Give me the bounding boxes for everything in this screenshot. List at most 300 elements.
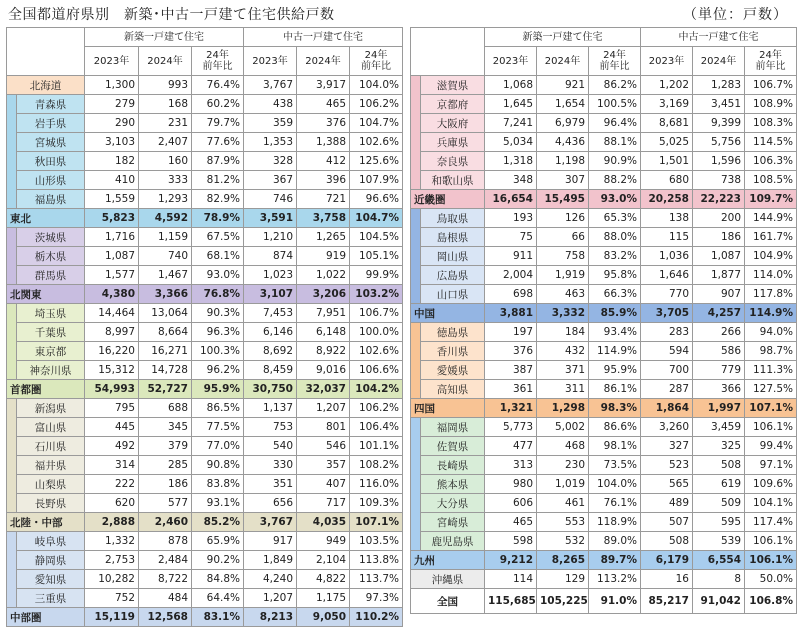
value-cell: 108.3%	[745, 114, 797, 133]
value-cell: 90.8%	[192, 456, 244, 475]
value-cell: 376	[485, 342, 537, 361]
value-cell: 106.1%	[745, 532, 797, 551]
prefecture-name: 神奈川県	[17, 361, 85, 380]
region-color-bar	[7, 361, 17, 380]
region-color-bar	[7, 437, 17, 456]
value-cell: 1,318	[485, 152, 537, 171]
value-cell: 717	[297, 494, 350, 513]
region-subtotal-row	[411, 551, 797, 570]
region-color-bar	[411, 456, 421, 475]
value-cell: 8,681	[641, 114, 693, 133]
value-cell: 1,997	[693, 399, 745, 418]
value-cell: 9,050	[297, 608, 350, 627]
value-cell: 688	[139, 399, 192, 418]
region-name: 全国	[411, 589, 485, 614]
value-cell: 1,283	[693, 76, 745, 95]
prefecture-name: 福島県	[17, 190, 85, 209]
value-cell: 113.7%	[350, 570, 403, 589]
region-color-bar	[411, 380, 421, 399]
value-cell: 779	[693, 361, 745, 380]
value-cell: 117.4%	[745, 513, 797, 532]
value-cell: 980	[485, 475, 537, 494]
value-cell: 114.9%	[589, 342, 641, 361]
header-group-used: 中古一戸建て住宅	[244, 28, 403, 47]
region-color-bar	[411, 532, 421, 551]
value-cell: 5,025	[641, 133, 693, 152]
table-row	[411, 513, 797, 532]
value-cell: 115	[641, 228, 693, 247]
value-cell: 10,282	[85, 570, 139, 589]
value-cell: 100.3%	[192, 342, 244, 361]
value-cell: 919	[297, 247, 350, 266]
value-cell: 327	[641, 437, 693, 456]
region-color-bar	[7, 418, 17, 437]
value-cell: 993	[139, 76, 192, 95]
value-cell: 106.2%	[350, 399, 403, 418]
table-row	[411, 285, 797, 304]
value-cell: 104.5%	[350, 228, 403, 247]
value-cell: 1,022	[297, 266, 350, 285]
prefecture-name: 群馬県	[17, 266, 85, 285]
prefecture-name: 三重県	[17, 589, 85, 608]
prefecture-name: 石川県	[17, 437, 85, 456]
prefecture-name: 徳島県	[421, 323, 485, 342]
table-row	[7, 399, 403, 418]
value-cell: 949	[297, 532, 350, 551]
value-cell: 2,004	[485, 266, 537, 285]
value-cell: 138	[641, 209, 693, 228]
region-subtotal-row	[411, 589, 797, 614]
table-row	[7, 76, 403, 95]
region-color-bar	[411, 152, 421, 171]
value-cell: 279	[85, 95, 139, 114]
region-name: 近畿圏	[411, 190, 485, 209]
value-cell: 577	[139, 494, 192, 513]
value-cell: 129	[537, 570, 589, 589]
value-cell: 114	[485, 570, 537, 589]
region-subtotal-row	[7, 513, 403, 532]
value-cell: 721	[297, 190, 350, 209]
value-cell: 2,484	[139, 551, 192, 570]
value-cell: 90.3%	[192, 304, 244, 323]
value-cell: 86.2%	[589, 76, 641, 95]
value-cell: 65.9%	[192, 532, 244, 551]
value-cell: 97.3%	[350, 589, 403, 608]
value-cell: 91.0%	[589, 589, 641, 614]
header-ratio: 24年 前年比	[350, 47, 403, 76]
value-cell: 313	[485, 456, 537, 475]
value-cell: 376	[297, 114, 350, 133]
table-row	[411, 570, 797, 589]
region-color-bar	[7, 304, 17, 323]
value-cell: 85,217	[641, 589, 693, 614]
region-subtotal-row	[7, 285, 403, 304]
value-cell: 1,300	[85, 76, 139, 95]
value-cell: 7,241	[485, 114, 537, 133]
value-cell: 546	[297, 437, 350, 456]
value-cell: 1,265	[297, 228, 350, 247]
value-cell: 1,877	[693, 266, 745, 285]
prefecture-name: 愛知県	[17, 570, 85, 589]
value-cell: 1,321	[485, 399, 537, 418]
value-cell: 5,002	[537, 418, 589, 437]
table-row	[7, 437, 403, 456]
region-color-bar	[7, 532, 17, 551]
value-cell: 6,554	[693, 551, 745, 570]
prefecture-name: 岡山県	[421, 247, 485, 266]
header-corner	[7, 28, 85, 76]
value-cell: 113.8%	[350, 551, 403, 570]
value-cell: 1,207	[297, 399, 350, 418]
value-cell: 620	[85, 494, 139, 513]
value-cell: 367	[244, 171, 297, 190]
value-cell: 117.8%	[745, 285, 797, 304]
table-row	[411, 95, 797, 114]
prefecture-name: 京都府	[421, 95, 485, 114]
region-color-bar	[7, 95, 17, 114]
value-cell: 15,312	[85, 361, 139, 380]
value-cell: 110.2%	[350, 608, 403, 627]
table-row	[411, 323, 797, 342]
region-color-bar	[411, 418, 421, 437]
region-color-bar	[7, 589, 17, 608]
header-2024: 2024年	[139, 47, 192, 76]
value-cell: 698	[485, 285, 537, 304]
value-cell: 81.2%	[192, 171, 244, 190]
value-cell: 921	[537, 76, 589, 95]
region-color-bar	[7, 475, 17, 494]
region-color-bar	[411, 475, 421, 494]
value-cell: 161.7%	[745, 228, 797, 247]
table-row	[411, 380, 797, 399]
value-cell: 98.1%	[589, 437, 641, 456]
table-row	[411, 209, 797, 228]
value-cell: 325	[693, 437, 745, 456]
value-cell: 1,646	[641, 266, 693, 285]
value-cell: 1,353	[244, 133, 297, 152]
value-cell: 1,849	[244, 551, 297, 570]
value-cell: 330	[244, 456, 297, 475]
value-cell: 463	[537, 285, 589, 304]
value-cell: 107.9%	[350, 171, 403, 190]
value-cell: 345	[139, 418, 192, 437]
value-cell: 508	[641, 532, 693, 551]
value-cell: 3,881	[485, 304, 537, 323]
table-row	[7, 228, 403, 247]
table-row	[7, 475, 403, 494]
value-cell: 102.6%	[350, 133, 403, 152]
value-cell: 1,388	[297, 133, 350, 152]
region-subtotal-row	[7, 209, 403, 228]
header-2023: 2023年	[641, 47, 693, 76]
value-cell: 8,265	[537, 551, 589, 570]
value-cell: 2,407	[139, 133, 192, 152]
value-cell: 2,104	[297, 551, 350, 570]
value-cell: 144.9%	[745, 209, 797, 228]
value-cell: 8,664	[139, 323, 192, 342]
value-cell: 770	[641, 285, 693, 304]
value-cell: 371	[537, 361, 589, 380]
value-cell: 99.4%	[745, 437, 797, 456]
value-cell: 753	[244, 418, 297, 437]
region-color-bar	[7, 342, 17, 361]
value-cell: 104.7%	[350, 209, 403, 228]
header-2024: 2024年	[537, 47, 589, 76]
value-cell: 1,175	[297, 589, 350, 608]
value-cell: 105.1%	[350, 247, 403, 266]
value-cell: 1,596	[693, 152, 745, 171]
region-color-bar	[411, 342, 421, 361]
value-cell: 3,591	[244, 209, 297, 228]
value-cell: 1,716	[85, 228, 139, 247]
prefecture-name: 東京都	[17, 342, 85, 361]
table-row	[7, 551, 403, 570]
table-row	[411, 361, 797, 380]
value-cell: 3,758	[297, 209, 350, 228]
value-cell: 801	[297, 418, 350, 437]
value-cell: 878	[139, 532, 192, 551]
value-cell: 492	[85, 437, 139, 456]
page-title: 全国都道府県別 新築･中古一戸建て住宅供給戸数	[8, 7, 335, 23]
value-cell: 100.0%	[350, 323, 403, 342]
value-cell: 465	[297, 95, 350, 114]
value-cell: 387	[485, 361, 537, 380]
region-subtotal-row	[411, 304, 797, 323]
value-cell: 12,568	[139, 608, 192, 627]
value-cell: 1,210	[244, 228, 297, 247]
table-row	[411, 342, 797, 361]
prefecture-name: 沖縄県	[411, 570, 485, 589]
value-cell: 445	[85, 418, 139, 437]
table-row	[411, 228, 797, 247]
value-cell: 76.1%	[589, 494, 641, 513]
prefecture-name: 佐賀県	[421, 437, 485, 456]
value-cell: 795	[85, 399, 139, 418]
region-color-bar	[411, 76, 421, 95]
table-row	[7, 570, 403, 589]
region-name: 四国	[411, 399, 485, 418]
value-cell: 83.2%	[589, 247, 641, 266]
value-cell: 15,495	[537, 190, 589, 209]
value-cell: 3,169	[641, 95, 693, 114]
value-cell: 1,087	[85, 247, 139, 266]
value-cell: 107.1%	[745, 399, 797, 418]
value-cell: 82.9%	[192, 190, 244, 209]
value-cell: 20,258	[641, 190, 693, 209]
value-cell: 565	[641, 475, 693, 494]
value-cell: 14,464	[85, 304, 139, 323]
value-cell: 16,220	[85, 342, 139, 361]
value-cell: 1,023	[244, 266, 297, 285]
value-cell: 1,068	[485, 76, 537, 95]
table-row	[7, 266, 403, 285]
value-cell: 95.9%	[589, 361, 641, 380]
value-cell: 96.2%	[192, 361, 244, 380]
value-cell: 93.1%	[192, 494, 244, 513]
header-ratio: 24年 前年比	[192, 47, 244, 76]
value-cell: 90.9%	[589, 152, 641, 171]
value-cell: 5,756	[693, 133, 745, 152]
region-name: 九州	[411, 551, 485, 570]
value-cell: 351	[244, 475, 297, 494]
prefecture-name: 奈良県	[421, 152, 485, 171]
value-cell: 114.9%	[745, 304, 797, 323]
value-cell: 606	[485, 494, 537, 513]
value-cell: 16,271	[139, 342, 192, 361]
region-color-bar	[411, 494, 421, 513]
region-name: 中国	[411, 304, 485, 323]
prefecture-name: 愛媛県	[421, 361, 485, 380]
value-cell: 79.7%	[192, 114, 244, 133]
value-cell: 752	[85, 589, 139, 608]
table-row	[411, 133, 797, 152]
value-cell: 8,997	[85, 323, 139, 342]
prefecture-name: 福井県	[17, 456, 85, 475]
value-cell: 197	[485, 323, 537, 342]
value-cell: 333	[139, 171, 192, 190]
value-cell: 90.2%	[192, 551, 244, 570]
value-cell: 76.4%	[192, 76, 244, 95]
value-cell: 6,146	[244, 323, 297, 342]
value-cell: 86.1%	[589, 380, 641, 399]
value-cell: 32,037	[297, 380, 350, 399]
value-cell: 7,951	[297, 304, 350, 323]
prefecture-name: 香川県	[421, 342, 485, 361]
value-cell: 465	[485, 513, 537, 532]
table-row	[7, 361, 403, 380]
value-cell: 83.8%	[192, 475, 244, 494]
value-cell: 489	[641, 494, 693, 513]
value-cell: 911	[485, 247, 537, 266]
value-cell: 407	[297, 475, 350, 494]
value-cell: 917	[244, 532, 297, 551]
prefecture-name: 島根県	[421, 228, 485, 247]
prefecture-name: 大阪府	[421, 114, 485, 133]
value-cell: 64.4%	[192, 589, 244, 608]
header-group-new: 新築一戸建て住宅	[485, 28, 641, 47]
prefecture-name: 新潟県	[17, 399, 85, 418]
value-cell: 9,399	[693, 114, 745, 133]
table-row	[411, 532, 797, 551]
value-cell: 8,459	[244, 361, 297, 380]
value-cell: 1,298	[537, 399, 589, 418]
value-cell: 4,436	[537, 133, 589, 152]
prefecture-name: 千葉県	[17, 323, 85, 342]
header-2024: 2024年	[693, 47, 745, 76]
value-cell: 361	[485, 380, 537, 399]
value-cell: 3,206	[297, 285, 350, 304]
value-cell: 85.2%	[192, 513, 244, 532]
region-subtotal-row	[411, 190, 797, 209]
value-cell: 113.2%	[589, 570, 641, 589]
table-row	[7, 171, 403, 190]
value-cell: 93.0%	[192, 266, 244, 285]
value-cell: 523	[641, 456, 693, 475]
value-cell: 5,034	[485, 133, 537, 152]
value-cell: 96.6%	[350, 190, 403, 209]
prefecture-name: 長崎県	[421, 456, 485, 475]
value-cell: 357	[297, 456, 350, 475]
table-row	[7, 418, 403, 437]
value-cell: 106.2%	[350, 95, 403, 114]
table-row	[7, 114, 403, 133]
value-cell: 118.9%	[589, 513, 641, 532]
value-cell: 8,722	[139, 570, 192, 589]
value-cell: 85.9%	[589, 304, 641, 323]
value-cell: 3,767	[244, 76, 297, 95]
value-cell: 66	[537, 228, 589, 247]
prefecture-name: 山口県	[421, 285, 485, 304]
value-cell: 106.8%	[745, 589, 797, 614]
value-cell: 60.2%	[192, 95, 244, 114]
value-cell: 3,366	[139, 285, 192, 304]
value-cell: 86.5%	[192, 399, 244, 418]
value-cell: 532	[537, 532, 589, 551]
prefecture-name: 茨城県	[17, 228, 85, 247]
value-cell: 101.1%	[350, 437, 403, 456]
value-cell: 539	[693, 532, 745, 551]
region-color-bar	[411, 247, 421, 266]
value-cell: 77.0%	[192, 437, 244, 456]
value-cell: 106.6%	[350, 361, 403, 380]
value-cell: 73.5%	[589, 456, 641, 475]
prefecture-name: 熊本県	[421, 475, 485, 494]
region-color-bar	[411, 209, 421, 228]
value-cell: 3,451	[693, 95, 745, 114]
value-cell: 83.1%	[192, 608, 244, 627]
value-cell: 54,993	[85, 380, 139, 399]
region-color-bar	[411, 95, 421, 114]
value-cell: 16	[641, 570, 693, 589]
prefecture-name: 静岡県	[17, 551, 85, 570]
value-cell: 2,753	[85, 551, 139, 570]
value-cell: 1,559	[85, 190, 139, 209]
region-color-bar	[7, 323, 17, 342]
table-row	[411, 76, 797, 95]
prefecture-name: 大分県	[421, 494, 485, 513]
value-cell: 348	[485, 171, 537, 190]
value-cell: 4,240	[244, 570, 297, 589]
region-color-bar	[411, 285, 421, 304]
value-cell: 107.1%	[350, 513, 403, 532]
value-cell: 1,019	[537, 475, 589, 494]
region-color-bar	[7, 247, 17, 266]
header-2024: 2024年	[297, 47, 350, 76]
value-cell: 5,773	[485, 418, 537, 437]
value-cell: 1,467	[139, 266, 192, 285]
value-cell: 96.4%	[589, 114, 641, 133]
value-cell: 1,137	[244, 399, 297, 418]
value-cell: 6,179	[641, 551, 693, 570]
value-cell: 680	[641, 171, 693, 190]
table-row	[7, 247, 403, 266]
prefecture-name: 富山県	[17, 418, 85, 437]
table-row	[7, 342, 403, 361]
value-cell: 89.0%	[589, 532, 641, 551]
value-cell: 116.0%	[350, 475, 403, 494]
prefecture-name: 栃木県	[17, 247, 85, 266]
value-cell: 88.0%	[589, 228, 641, 247]
region-color-bar	[411, 437, 421, 456]
value-cell: 412	[297, 152, 350, 171]
left-table	[6, 27, 403, 627]
value-cell: 98.7%	[745, 342, 797, 361]
unit-label: （単位：戸数）	[683, 7, 788, 23]
table-row	[411, 494, 797, 513]
table-row	[411, 152, 797, 171]
value-cell: 3,332	[537, 304, 589, 323]
value-cell: 8,692	[244, 342, 297, 361]
